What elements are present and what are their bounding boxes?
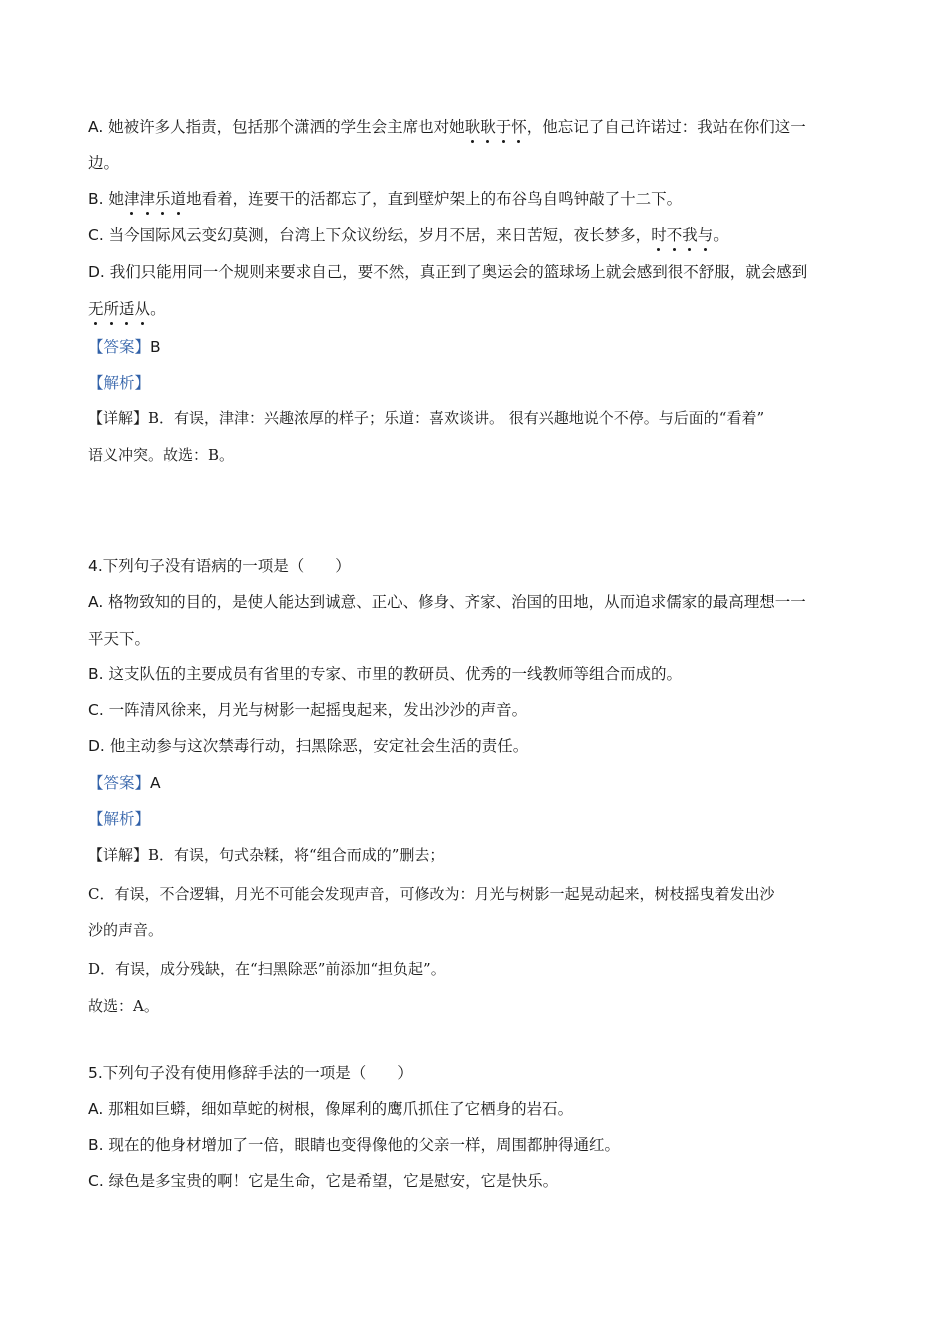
emphasis-char: 乐 — [155, 190, 171, 208]
emphasis-char: 耿 — [480, 118, 496, 136]
q3-option-d-line2: 无所适从。 — [88, 300, 166, 318]
detail-label: 【详解】 — [88, 409, 149, 427]
dotted-word — [465, 118, 527, 136]
q4-question: 4.下列句子没有语病的一项是（ ） — [88, 557, 351, 575]
emphasis-char: 与 — [697, 226, 714, 244]
emphasis-char: 所 — [103, 300, 120, 318]
answer-value: A — [150, 774, 161, 792]
q3-analysis-label: 【解析】 — [88, 374, 151, 392]
q3-detail-line1: 【详解】B．有误，津津：兴趣浓厚的样子；乐道：喜欢谈讲。 很有兴趣地说个不停。与后面的“看着” — [88, 409, 765, 427]
q4-detail-line5: 故选：A。 — [88, 997, 159, 1015]
answer-value: B — [150, 338, 161, 356]
q5-question: 5.下列句子没有使用修辞手法的一项是（ ） — [88, 1064, 413, 1082]
emphasis-char: 从 — [134, 300, 151, 318]
dotted-word — [124, 190, 186, 208]
emphasis-char: 津 — [124, 190, 140, 208]
q3-option-a-line1: A. 她被许多人指责，包括那个潇洒的学生会主席也对她耿耿于怀，他忘记了自己许诺过：我站在你们这一 — [88, 118, 806, 136]
q4-detail-line2: C．有误，不合逻辑，月光不可能会发现声音，可修改为：月光与树影一起晃动起来，树枝摇曳着发出沙 — [88, 885, 775, 903]
q4-option-a-line1: A. 格物致知的目的，是使人能达到诚意、正心、修身、齐家、治国的田地，从而追求儒家的最高理想一一 — [88, 593, 806, 611]
emphasis-char: 于 — [495, 118, 512, 136]
answer-label: 【答案】 — [88, 774, 151, 792]
q3-option-c: C. 当今国际风云变幻莫测，台湾上下众议纷纭，岁月不居，来日苦短，夜长梦多，时不我与。 — [88, 226, 729, 244]
emphasis-char: 道 — [170, 190, 187, 208]
dotted-word — [88, 300, 150, 318]
q4-option-d: D. 他主动参与这次禁毒行动，扫黑除恶，安定社会生活的责任。 — [88, 737, 529, 755]
q3-answer — [88, 337, 161, 357]
emphasis-char: 适 — [119, 300, 135, 318]
q4-option-c: C. 一阵清风徐来，月光与树影一起摇曳起来，发出沙沙的声音。 — [88, 701, 528, 719]
q3-option-a-line2: 边。 — [88, 154, 120, 172]
q4-analysis-label: 【解析】 — [88, 810, 151, 828]
emphasis-char: 我 — [682, 226, 698, 244]
q5-option-a: A. 那粗如巨蟒，细如草蛇的树根，像犀利的鹰爪抓住了它栖身的岩石。 — [88, 1100, 574, 1118]
q5-option-b: B. 现在的他身材增加了一倍，眼睛也变得像他的父亲一样，周围都肿得通红。 — [88, 1136, 620, 1154]
emphasis-char: 无 — [88, 300, 104, 318]
answer-label: 【答案】 — [88, 338, 151, 356]
q3-detail-line2: 语义冲突。故选：B。 — [88, 446, 235, 464]
q4-option-b: B. 这支队伍的主要成员有省里的专家、市里的教研员、优秀的一线教师等组合而成的。 — [88, 665, 682, 683]
emphasis-char: 津 — [139, 190, 156, 208]
q4-detail-line1: 【详解】B．有误，句式杂糅，将“组合而成的”删去； — [88, 846, 445, 864]
emphasis-char: 时 — [651, 226, 667, 244]
q4-detail-line4: D．有误，成分残缺，在“扫黑除恶”前添加“担负起”。 — [88, 960, 446, 978]
emphasis-char: 耿 — [464, 118, 481, 136]
q5-option-c: C. 绿色是多宝贵的啊！它是生命，它是希望，它是慰安，它是快乐。 — [88, 1172, 559, 1190]
q4-detail-line3: 沙的声音。 — [88, 921, 164, 939]
q3-option-d-line1: D. 我们只能用同一个规则来要求自己，要不然，真正到了奥运会的篮球场上就会感到很不舒服，就会感到 — [88, 263, 808, 281]
q4-answer — [88, 773, 161, 793]
emphasis-char: 不 — [666, 226, 683, 244]
q4-option-a-line2: 平天下。 — [88, 630, 151, 648]
emphasis-char: 怀 — [511, 118, 527, 136]
q3-option-b: B. 她津津乐道地看着，连要干的活都忘了，直到壁炉架上的布谷鸟自鸣钟敲了十二下。 — [88, 190, 683, 208]
dotted-word — [651, 226, 713, 244]
detail-label: 【详解】 — [88, 846, 149, 864]
